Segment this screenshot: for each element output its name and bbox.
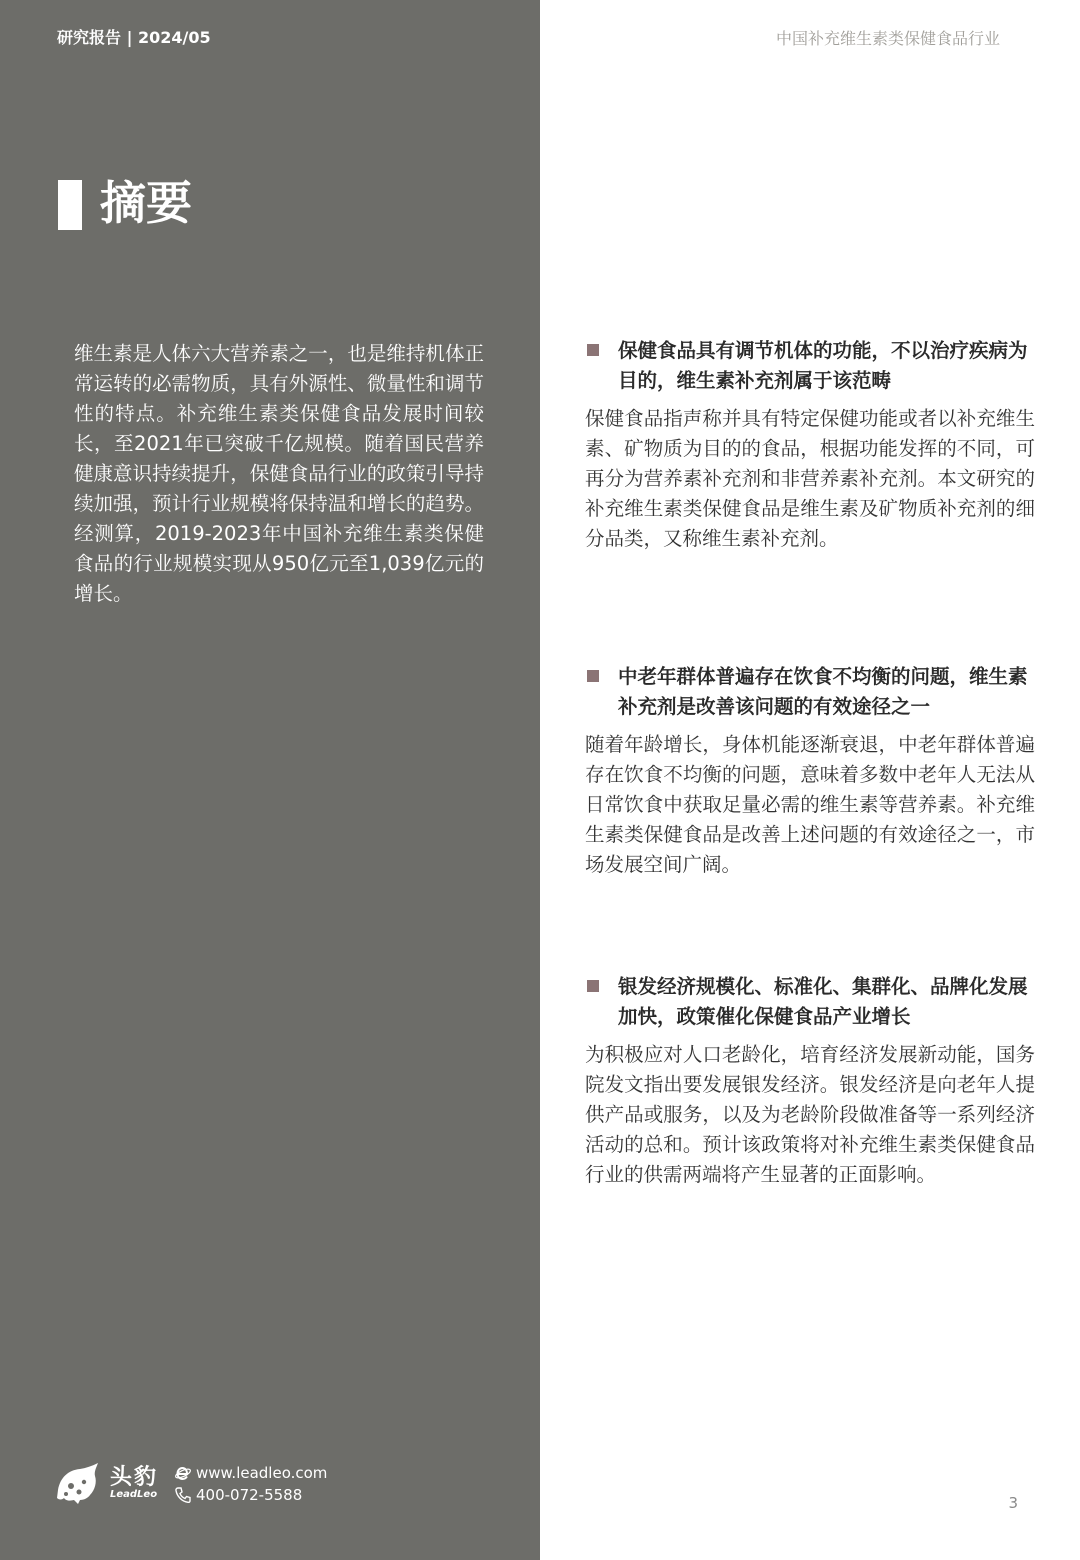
website-link[interactable]: www.leadleo.com: [196, 1464, 328, 1482]
leopard-logo-icon: [54, 1460, 102, 1504]
section-heading: [585, 972, 1035, 1032]
section-body: 为积极应对人口老龄化，培育经济发展新动能，国务院发文指出要发展银发经济。银发经济是向老年人提供产品或服务，以及为老龄阶段做准备等一系列经济活动的总和。预计该政策将对补充维生素类保健食品行业的供需两端将产生显著的正面影响。: [585, 1043, 1035, 1186]
section-heading: [585, 662, 1035, 722]
footer-brand: [54, 1458, 354, 1506]
bullet-square-icon: [587, 980, 599, 992]
phone-number[interactable]: 400-072-5588: [196, 1486, 303, 1504]
section-heading: [585, 336, 1035, 396]
section-body: 保健食品指声称并具有特定保健功能或者以补充维生素、矿物质为目的的食品，根据功能发挥的不同，可再分为营养素补充剂和非营养素补充剂。本文研究的补充维生素类保健食品是维生素及矿物质补充剂的细分品类，又称维生素补充剂。: [585, 407, 1035, 550]
brand-name-cn: 头豹: [110, 1465, 159, 1490]
section-3: [585, 972, 1035, 1190]
section-body: 随着年龄增长，身体机能逐渐衰退，中老年群体普遍存在饮食不均衡的问题，意味着多数中老年人无法从日常饮食中获取足量必需的维生素等营养素。补充维生素类保健食品是改善上述问题的有效途径之一，市场发展空间广阔。: [585, 733, 1035, 876]
report-tag: 研究报告 | 2024/05: [57, 28, 211, 47]
phone-icon: [174, 1486, 192, 1504]
title-accent-bar: [58, 180, 82, 230]
bullet-square-icon: [587, 670, 599, 682]
section-heading-text: 保健食品具有调节机体的功能，不以治疗疾病为目的，维生素补充剂属于该范畴: [618, 339, 1028, 392]
section-heading-text: 中老年群体普遍存在饮食不均衡的问题，维生素补充剂是改善该问题的有效途径之一: [618, 665, 1028, 718]
section-1: [585, 336, 1035, 554]
phone-row: [174, 1486, 302, 1504]
section-2: [585, 662, 1035, 880]
web-e-icon: [174, 1464, 192, 1482]
section-heading-text: 银发经济规模化、标准化、集群化、品牌化发展加快，政策催化保健食品产业增长: [618, 975, 1028, 1028]
page-number: 3: [1008, 1494, 1018, 1512]
website-row: [174, 1464, 327, 1482]
brand-name-en: LeadLeo: [110, 1489, 158, 1500]
bullet-square-icon: [587, 344, 599, 356]
industry-title: 中国补充维生素类保健食品行业: [775, 29, 1000, 48]
page-title: 摘要: [100, 176, 192, 230]
summary-paragraph: 维生素是人体六大营养素之一，也是维持机体正常运转的必需物质，具有外源性、微量性和调节性的特点。补充维生素类保健食品发展时间较长，至2021年已突破千亿规模。随着国民营养健康意识持续提升，保健食品行业的政策引导持续加强，预计行业规模将保持温和增长的趋势。经测算，2019-2023年中国补充维生素类保健食品的行业规模实现从950亿元至1,039亿元的增长。: [74, 342, 484, 605]
